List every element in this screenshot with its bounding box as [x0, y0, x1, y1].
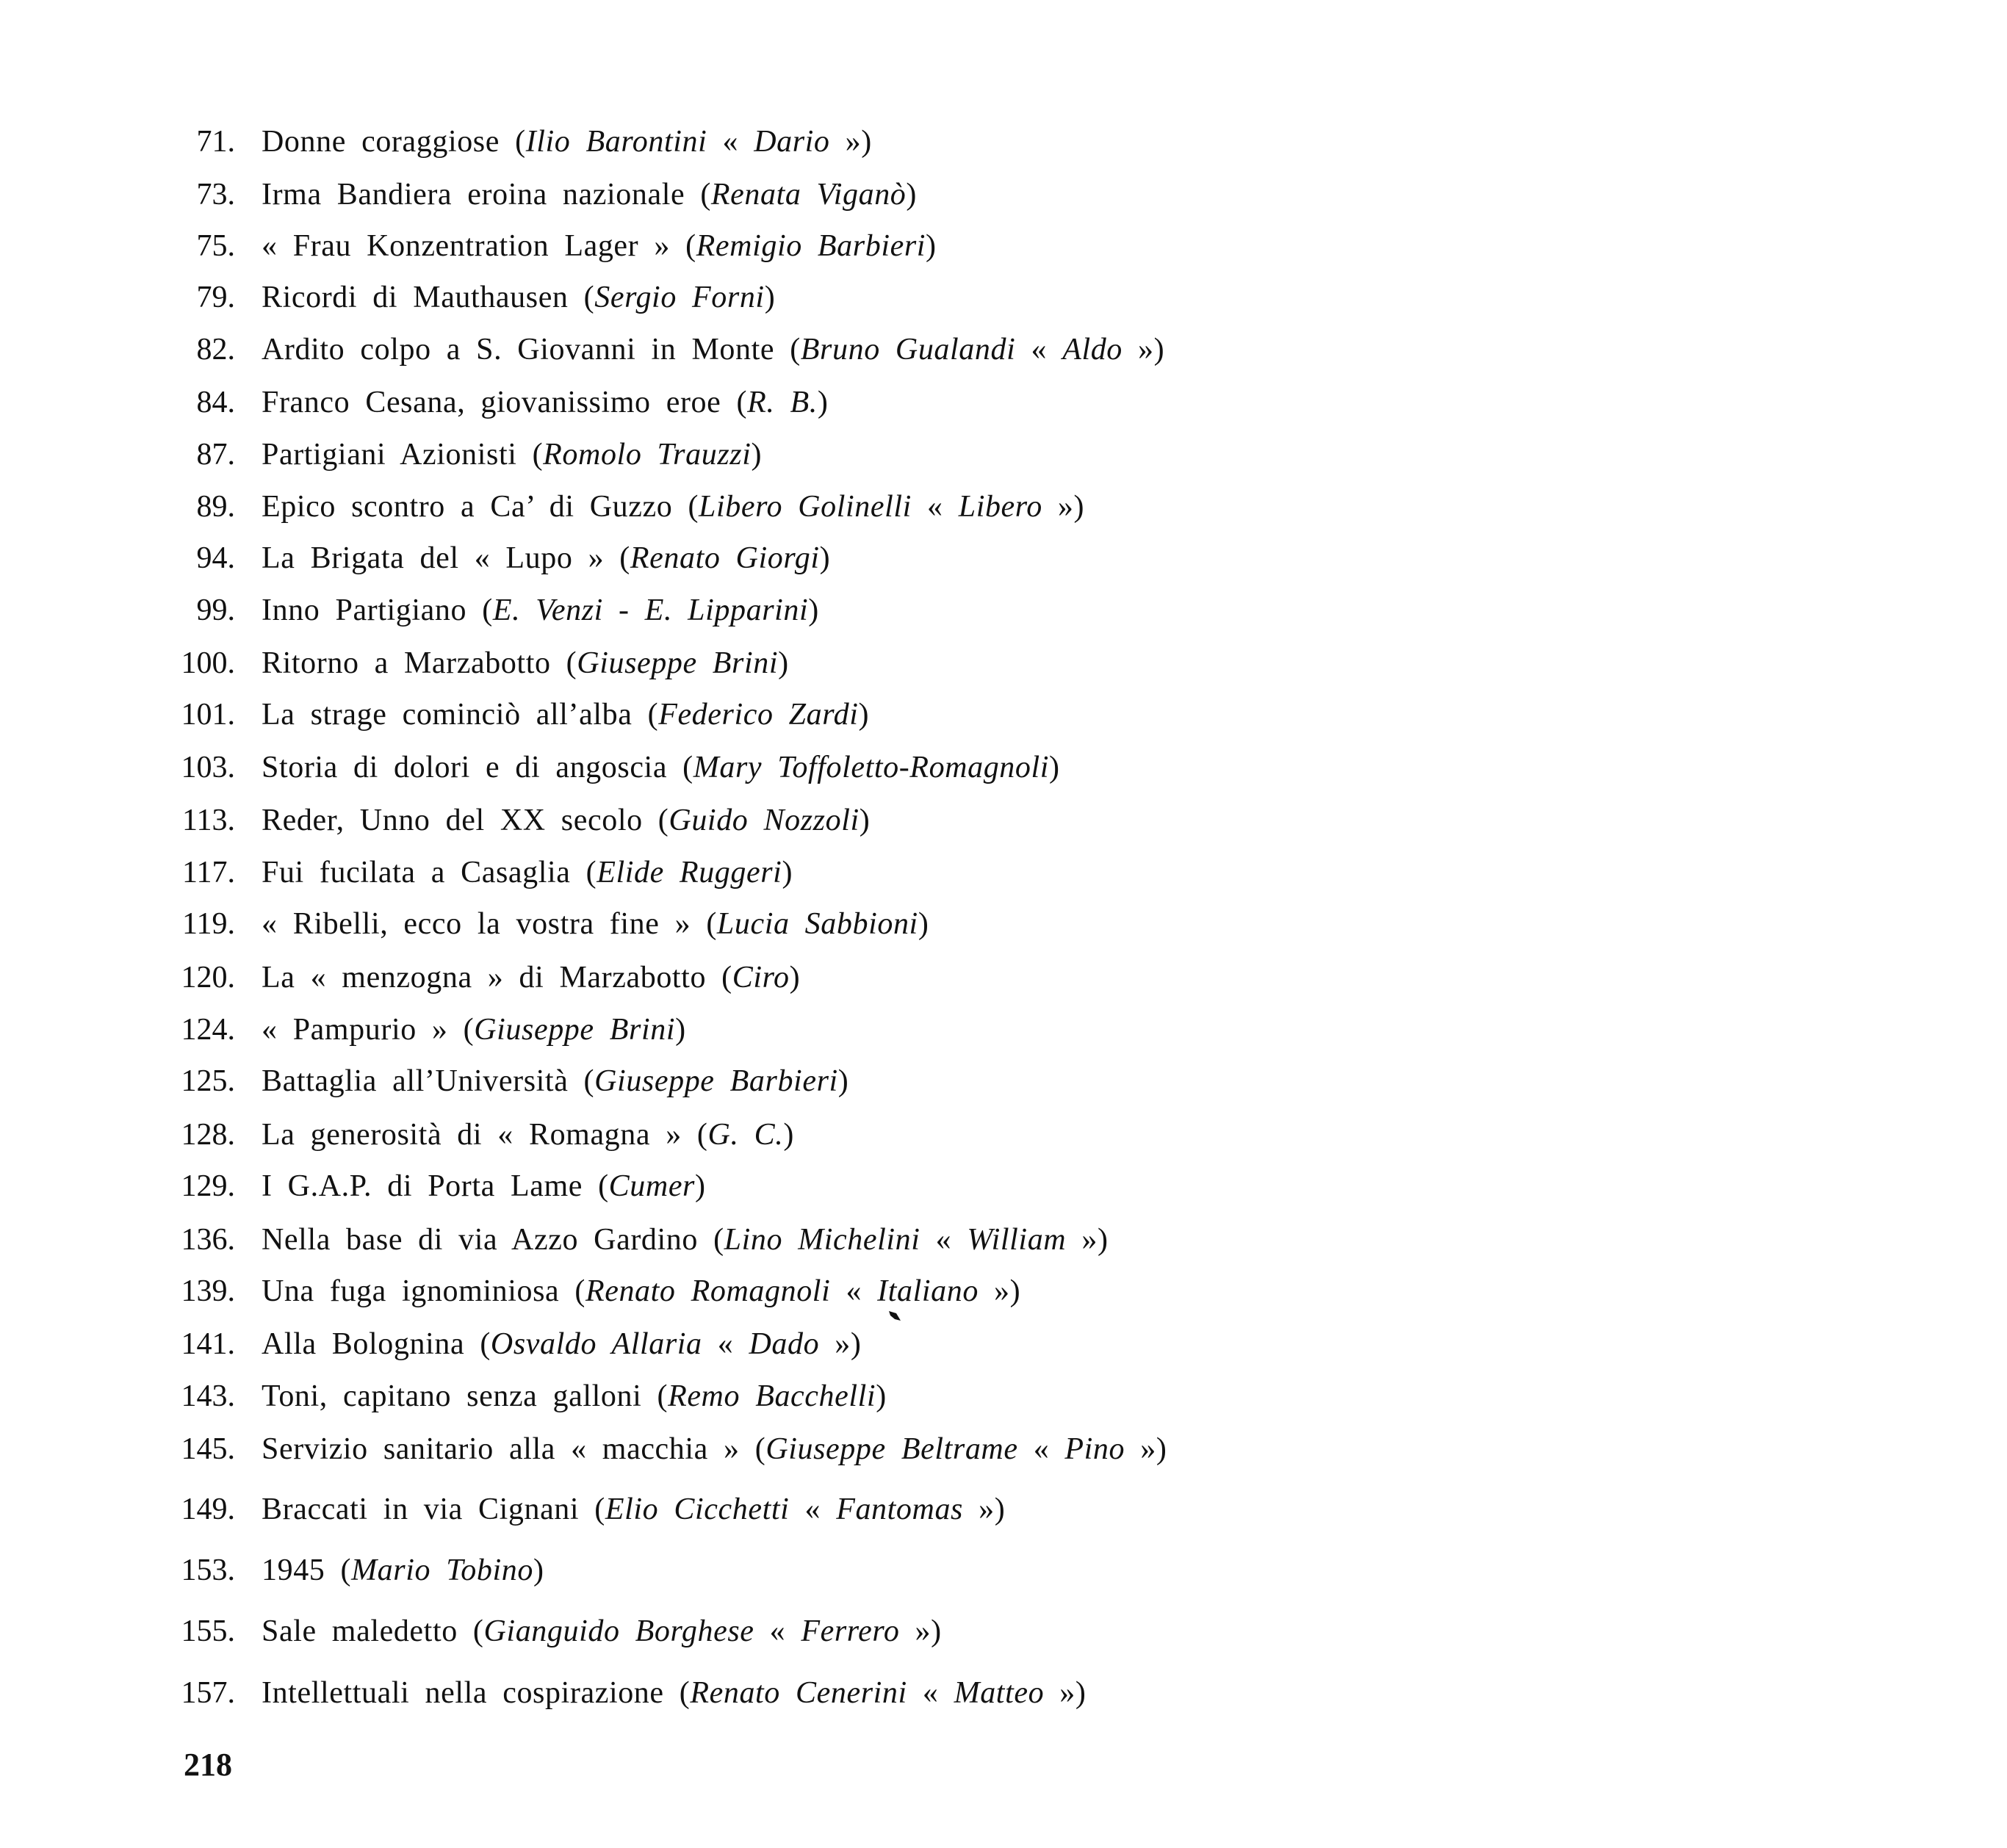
entry-title: Intellettuali nella cospirazione — [262, 1676, 664, 1710]
entry-number: 99. — [196, 593, 235, 627]
entry-text: « Ribelli, ecco la vostra fine » (Lucia Sabbioni) — [262, 907, 929, 941]
entry-nickname: Matteo — [954, 1676, 1045, 1710]
entry-number: 113. — [182, 804, 235, 837]
entry-text: La « menzogna » di Marzabotto (Ciro) — [262, 961, 801, 995]
entry-author: Renato Cenerini — [690, 1676, 907, 1710]
entry-number: 82. — [196, 333, 235, 367]
list-item — [0, 742, 2007, 793]
entry-number: 157. — [181, 1676, 235, 1710]
entry-author: Lino Michelini — [724, 1223, 920, 1257]
entry-number: 89. — [196, 490, 235, 524]
entry-number: 117. — [182, 856, 235, 889]
entry-author: Giuseppe Brini — [577, 646, 779, 680]
entry-author: Osvaldo Allaria — [490, 1327, 702, 1361]
list-item — [0, 324, 2007, 375]
entry-text: Ricordi di Mauthausen (Sergio Forni) — [262, 281, 776, 314]
entry-text: « Frau Konzentration Lager » (Remigio Barbieri) — [262, 229, 937, 263]
entry-nickname: Libero — [958, 490, 1042, 524]
entry-title: 1945 — [262, 1553, 325, 1587]
page-number: 218 — [184, 1747, 232, 1783]
entry-number: 143. — [181, 1379, 235, 1413]
entry-nickname: Dado — [749, 1327, 820, 1361]
entry-title: Servizio sanitario alla « macchia » — [262, 1432, 740, 1466]
list-item — [0, 481, 2007, 533]
entry-title: Epico scontro a Ca’ di Guzzo — [262, 490, 673, 524]
entry-author: Giuseppe Beltrame — [765, 1432, 1018, 1466]
entry-author: Renato Romagnoli — [585, 1274, 831, 1308]
entry-author: Ilio Barontini — [525, 125, 707, 159]
list-item — [0, 1423, 2007, 1475]
list-item — [0, 1004, 2007, 1055]
entry-title: Irma Bandiera eroina nazionale — [262, 178, 685, 212]
list-item — [0, 220, 2007, 272]
entry-title: Donne coraggiose — [262, 125, 500, 159]
list-item — [0, 638, 2007, 689]
entry-number: 149. — [181, 1493, 235, 1526]
entry-title: La « menzogna » di Marzabotto — [262, 961, 707, 995]
entry-author: Gianguido Borghese — [483, 1614, 754, 1648]
list-item — [0, 1055, 2007, 1107]
entry-number: 101. — [181, 698, 235, 732]
entry-text: Irma Bandiera eroina nazionale (Renata Viganò) — [262, 178, 917, 212]
entry-text: Toni, capitano senza galloni (Remo Bacchelli) — [262, 1379, 887, 1413]
entry-text: Braccati in via Cignani (Elio Cicchetti « Fantomas ») — [262, 1493, 1006, 1526]
entry-number: 139. — [181, 1274, 235, 1308]
entry-title: Ritorno a Marzabotto — [262, 646, 551, 680]
list-item — [0, 169, 2007, 220]
entry-author: Remigio Barbieri — [696, 229, 926, 263]
entry-text: Donne coraggiose (Ilio Barontini « Dario ») — [262, 125, 872, 159]
entry-author: Guido Nozzoli — [669, 804, 860, 837]
entry-nickname: Italiano — [877, 1274, 979, 1308]
entry-number: 141. — [181, 1327, 235, 1361]
entry-text: I G.A.P. di Porta Lame (Cumer) — [262, 1169, 706, 1203]
list-item — [0, 533, 2007, 584]
entry-author: R. B. — [747, 386, 818, 419]
entry-text: La strage cominciò all’alba (Federico Zardi) — [262, 698, 870, 732]
entry-nickname: Ferrero — [801, 1614, 900, 1648]
entry-author: Elio Cicchetti — [605, 1493, 790, 1526]
entry-number: 103. — [181, 751, 235, 784]
entry-title: « Frau Konzentration Lager » — [262, 229, 670, 263]
entry-text: Intellettuali nella cospirazione (Renato Cenerini « Matteo ») — [262, 1676, 1087, 1710]
entry-author: E. Venzi - E. Lipparini — [492, 593, 809, 627]
entry-text: Reder, Unno del XX secolo (Guido Nozzoli) — [262, 804, 871, 837]
entry-title: Fui fucilata a Casaglia — [262, 856, 571, 889]
entry-title: I G.A.P. di Porta Lame — [262, 1169, 583, 1203]
entry-title: Sale maledetto — [262, 1614, 458, 1648]
entry-title: Franco Cesana, giovanissimo eroe — [262, 386, 721, 419]
entry-title: « Ribelli, ecco la vostra fine » — [262, 907, 691, 941]
entry-number: 124. — [181, 1013, 235, 1047]
list-item — [0, 1161, 2007, 1212]
entry-title: Reder, Unno del XX secolo — [262, 804, 643, 837]
entry-text: La Brigata del « Lupo » (Renato Giorgi) — [262, 541, 831, 575]
list-item — [0, 272, 2007, 323]
list-item — [0, 585, 2007, 636]
entry-author: G. C. — [707, 1118, 784, 1152]
entry-title: Una fuga ignominiosa — [262, 1274, 560, 1308]
entry-title: La Brigata del « Lupo » — [262, 541, 605, 575]
entry-author: Renata Viganò — [710, 178, 907, 212]
list-item — [0, 429, 2007, 480]
entry-number: 71. — [196, 125, 235, 159]
entry-number: 120. — [181, 961, 235, 995]
entry-title: Braccati in via Cignani — [262, 1493, 580, 1526]
entry-author: Elide Ruggeri — [597, 856, 782, 889]
list-item — [0, 689, 2007, 740]
entry-title: Ardito colpo a S. Giovanni in Monte — [262, 333, 775, 367]
entry-number: 100. — [181, 646, 235, 680]
entry-text: Partigiani Azionisti (Romolo Trauzzi) — [262, 438, 763, 472]
entry-text: La generosità di « Romagna » (G. C.) — [262, 1118, 794, 1152]
entry-number: 73. — [196, 178, 235, 212]
entry-nickname: Dario — [754, 125, 830, 159]
entry-nickname: Pino — [1064, 1432, 1125, 1466]
entry-text: Sale maledetto (Gianguido Borghese « Ferrero ») — [262, 1614, 942, 1648]
entry-author: Lucia Sabbioni — [716, 907, 918, 941]
entry-number: 153. — [181, 1553, 235, 1587]
entry-title: Battaglia all’Università — [262, 1064, 569, 1098]
list-item — [0, 1484, 2007, 1535]
entry-title: Alla Bolognina — [262, 1327, 465, 1361]
entry-number: 145. — [181, 1432, 235, 1466]
entry-text: Battaglia all’Università (Giuseppe Barbieri) — [262, 1064, 849, 1098]
entry-author: Mary Toffoletto-Romagnoli — [693, 751, 1050, 784]
entry-number: 129. — [181, 1169, 235, 1203]
entry-title: Partigiani Azionisti — [262, 438, 517, 472]
entry-text: Franco Cesana, giovanissimo eroe (R. B.) — [262, 386, 829, 419]
entry-author: Mario Tobino — [351, 1553, 533, 1587]
ink-blot — [887, 1309, 902, 1324]
entry-author: Sergio Forni — [594, 281, 765, 314]
entry-text: 1945 (Mario Tobino) — [262, 1553, 544, 1587]
list-item — [0, 795, 2007, 846]
entry-number: 119. — [182, 907, 235, 941]
list-item — [0, 1606, 2007, 1657]
entry-author: Libero Golinelli — [699, 490, 912, 524]
entry-text: Servizio sanitario alla « macchia » (Giuseppe Beltrame « Pino ») — [262, 1432, 1167, 1466]
list-item — [0, 377, 2007, 428]
list-item — [0, 1109, 2007, 1161]
list-item — [0, 1371, 2007, 1422]
entry-text: Epico scontro a Ca’ di Guzzo (Libero Golinelli « Libero ») — [262, 490, 1085, 524]
entry-author: Ciro — [732, 961, 790, 995]
entry-number: 94. — [196, 541, 235, 575]
entry-number: 79. — [196, 281, 235, 314]
list-item — [0, 116, 2007, 167]
entry-number: 128. — [181, 1118, 235, 1152]
entry-number: 84. — [196, 386, 235, 419]
entry-nickname: Fantomas — [836, 1493, 964, 1526]
entry-author: Renato Giorgi — [630, 541, 820, 575]
entry-text: Ritorno a Marzabotto (Giuseppe Brini) — [262, 646, 789, 680]
entry-author: Giuseppe Brini — [474, 1013, 676, 1047]
entry-title: Inno Partigiano — [262, 593, 467, 627]
entry-author: Romolo Trauzzi — [543, 438, 752, 472]
entry-author: Cumer — [608, 1169, 696, 1203]
entry-text: Fui fucilata a Casaglia (Elide Ruggeri) — [262, 856, 793, 889]
entry-title: Ricordi di Mauthausen — [262, 281, 569, 314]
entry-title: Storia di dolori e di angoscia — [262, 751, 668, 784]
entry-author: Giuseppe Barbieri — [594, 1064, 838, 1098]
entry-text: Ardito colpo a S. Giovanni in Monte (Bruno Gualandi « Aldo ») — [262, 333, 1165, 367]
entry-text: Inno Partigiano (E. Venzi - E. Lipparini) — [262, 593, 819, 627]
entry-text: Storia di dolori e di angoscia (Mary Toffoletto-Romagnoli) — [262, 751, 1060, 784]
list-item — [0, 1318, 2007, 1370]
entry-title: La generosità di « Romagna » — [262, 1118, 682, 1152]
entry-author: Federico Zardi — [658, 698, 859, 732]
list-item — [0, 952, 2007, 1003]
entry-title: Nella base di via Azzo Gardino — [262, 1223, 698, 1257]
list-item — [0, 1545, 2007, 1596]
list-item — [0, 898, 2007, 950]
entry-number: 155. — [181, 1614, 235, 1648]
entry-nickname: William — [967, 1223, 1067, 1257]
entry-number: 75. — [196, 229, 235, 263]
entry-author: Bruno Gualandi — [800, 333, 1016, 367]
list-item — [0, 1667, 2007, 1719]
entry-author: Remo Bacchelli — [668, 1379, 876, 1413]
list-item — [0, 1266, 2007, 1317]
entry-number: 136. — [181, 1223, 235, 1257]
entry-text: Nella base di via Azzo Gardino (Lino Michelini « William ») — [262, 1223, 1109, 1257]
entry-text: « Pampurio » (Giuseppe Brini) — [262, 1013, 686, 1047]
entry-title: Toni, capitano senza galloni — [262, 1379, 642, 1413]
entry-number: 125. — [181, 1064, 235, 1098]
entry-text: Una fuga ignominiosa (Renato Romagnoli « Italiano ») — [262, 1274, 1021, 1308]
list-item — [0, 847, 2007, 898]
entry-title: La strage cominciò all’alba — [262, 698, 633, 732]
entry-title: « Pampurio » — [262, 1013, 448, 1047]
entry-nickname: Aldo — [1062, 333, 1123, 367]
list-item — [0, 1214, 2007, 1266]
entry-number: 87. — [196, 438, 235, 472]
entry-text: Alla Bolognina (Osvaldo Allaria « Dado ») — [262, 1327, 862, 1361]
